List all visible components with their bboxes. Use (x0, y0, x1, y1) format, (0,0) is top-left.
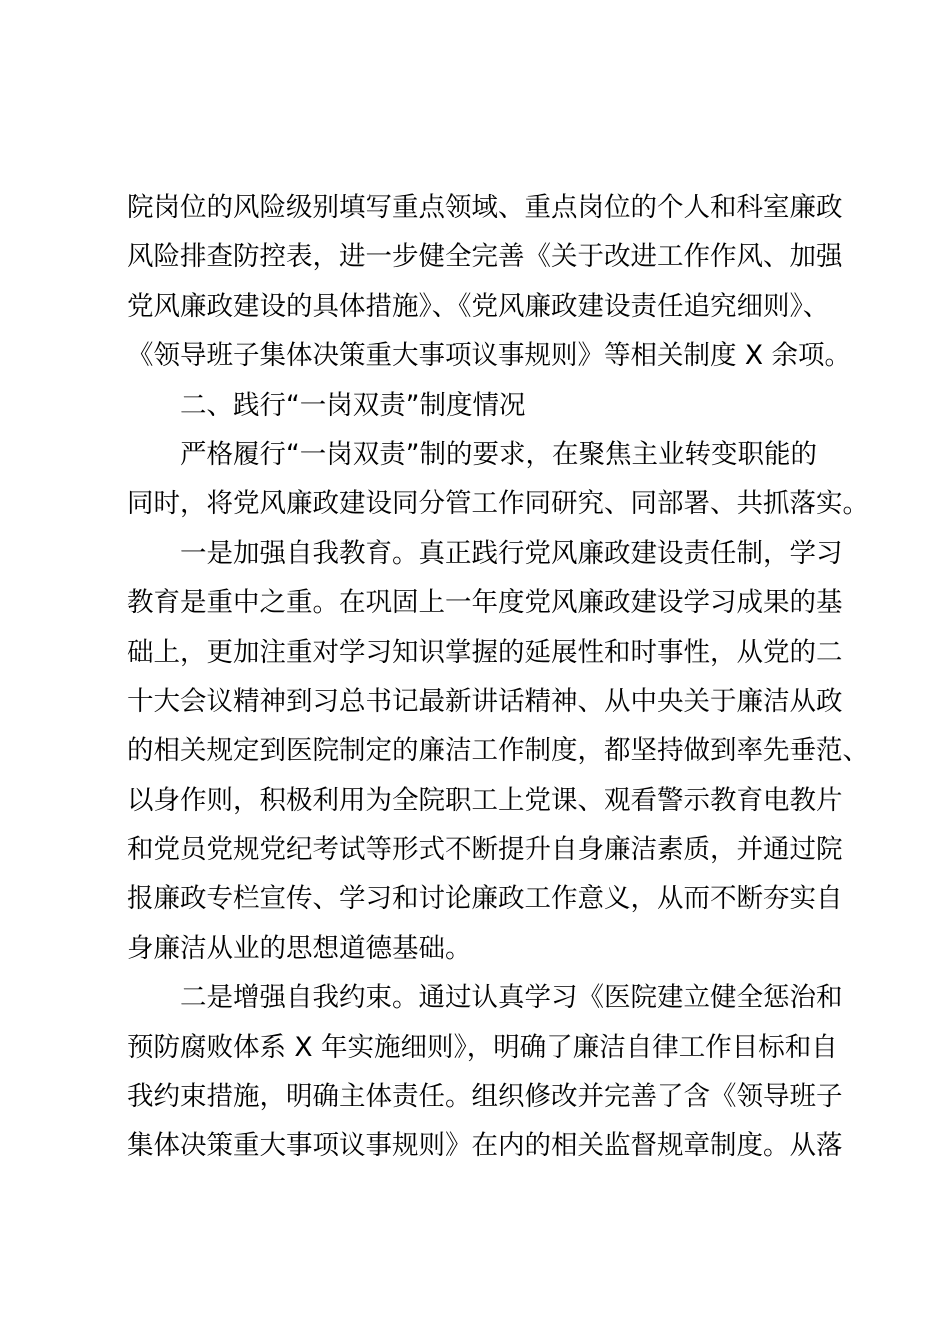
paragraph-line: 础上，更加注重对学习知识掌握的延展性和时事性，从党的二 (127, 636, 843, 668)
paragraph-line: 十大会议精神到习总书记最新讲话精神、从中央关于廉洁从政 (127, 685, 843, 717)
paragraph-line: 严格履行“一岗双责”制的要求，在聚焦主业转变职能的 (180, 438, 817, 470)
paragraph-line: 一是加强自我教育。真正践行党风廉政建设责任制，学习 (180, 537, 843, 569)
paragraph-line: 我约束措施，明确主体责任。组织修改并完善了含《领导班子 (127, 1081, 843, 1113)
paragraph-line: 二是增强自我约束。通过认真学习《医院建立健全惩治和 (180, 982, 843, 1014)
paragraph-line: 报廉政专栏宣传、学习和讨论廉政工作意义，从而不断夯实自 (127, 883, 843, 915)
paragraph-line: 以身作则，积极利用为全院职工上党课、观看警示教育电教片 (127, 784, 843, 816)
paragraph-line: 预防腐败体系 X 年实施细则》，明确了廉洁自律工作目标和自 (127, 1031, 838, 1063)
paragraph-line: 风险排查防控表，进一步健全完善《关于改进工作作风、加强 (127, 241, 843, 273)
paragraph-line: 同时，将党风廉政建设同分管工作同研究、同部署、共抓落实。 (127, 488, 869, 520)
paragraph-line: 集体决策重大事项议事规则》在内的相关监督规章制度。从落 (127, 1130, 843, 1162)
paragraph-line: 《领导班子集体决策重大事项议事规则》等相关制度 X 余项。 (127, 340, 852, 372)
document-body (127, 183, 869, 1171)
paragraph-line: 和党员党规党纪考试等形式不断提升自身廉洁素质，并通过院 (127, 834, 843, 866)
paragraph-line: 身廉洁从业的思想道德基础。 (127, 932, 472, 964)
paragraph-line: 党风廉政建设的具体措施》、《党风廉政建设责任追究细则》、 (127, 290, 830, 322)
paragraph-line: 院岗位的风险级别填写重点领域、重点岗位的个人和科室廉政 (127, 192, 843, 223)
paragraph-line: 教育是重中之重。在巩固上一年度党风廉政建设学习成果的基 (127, 587, 843, 619)
paragraph-line: 的相关规定到医院制定的廉洁工作制度，都坚持做到率先垂范、 (127, 735, 869, 767)
section-heading: 二、践行“一岗双责”制度情况 (180, 389, 526, 421)
